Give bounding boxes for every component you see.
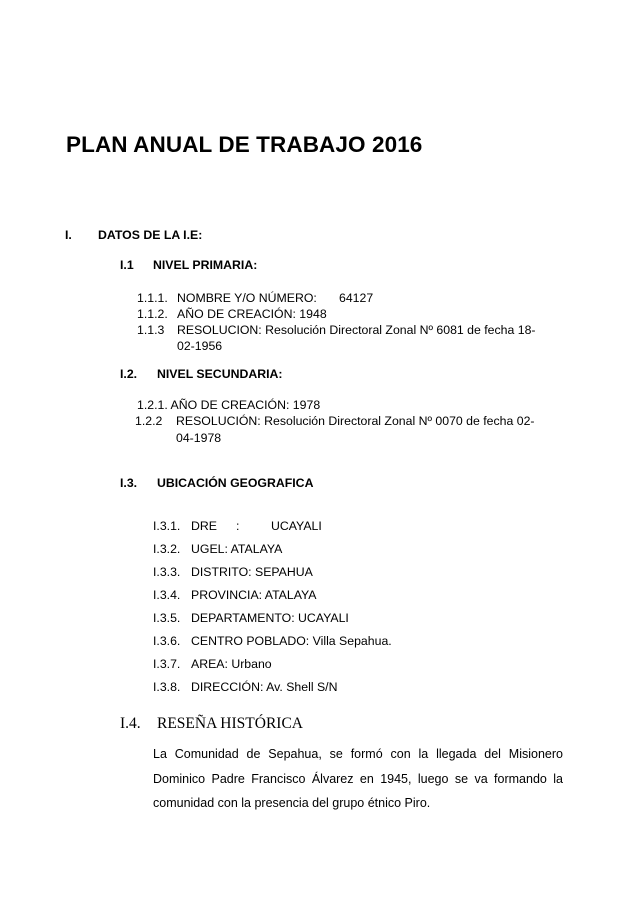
list-item-separator: : xyxy=(236,519,240,533)
list-item-text: NOMBRE Y/O NÚMERO: xyxy=(177,291,317,305)
subsection-number: I.4. xyxy=(120,715,141,732)
list-item-continuation: 04-1978 xyxy=(176,431,222,445)
list-item-number: 1.1.1. xyxy=(137,291,168,305)
subsection-heading: NIVEL PRIMARIA: xyxy=(153,258,258,272)
list-item-text: UGEL: ATALAYA xyxy=(191,542,283,556)
list-item-text: CENTRO POBLADO: Villa Sepahua. xyxy=(191,634,392,648)
list-item-text: RESOLUCIÓN: Resolución Directoral Zonal Nº 0070 de fecha 02- xyxy=(176,414,535,428)
list-item-text: AREA: Urbano xyxy=(191,657,272,671)
list-item-text: 1.2.1. AÑO DE CREACIÓN: 1978 xyxy=(137,398,321,412)
section-heading: DATOS DE LA I.E: xyxy=(98,228,203,242)
list-item-text: DIRECCIÓN: Av. Shell S/N xyxy=(191,680,338,694)
list-item-continuation: 02-1956 xyxy=(177,339,223,353)
list-item-number: I.3.1. xyxy=(153,519,181,533)
list-item-label: DRE xyxy=(191,519,217,533)
subsection-heading: UBICACIÓN GEOGRAFICA xyxy=(157,476,314,490)
list-item-number: 1.1.3 xyxy=(137,323,165,337)
list-item-value: UCAYALI xyxy=(271,519,322,533)
list-item-text: DISTRITO: SEPAHUA xyxy=(191,565,313,579)
list-item-number: 1.1.2. xyxy=(137,307,168,321)
list-item-text: DEPARTAMENTO: UCAYALI xyxy=(191,611,349,625)
section-number: I. xyxy=(65,228,72,242)
subsection-number: I.2. xyxy=(120,367,138,381)
list-item-number: I.3.8. xyxy=(153,680,181,694)
list-item-number: I.3.5. xyxy=(153,611,181,625)
subsection-number: I.1 xyxy=(120,258,134,272)
history-paragraph: La Comunidad de Sepahua, se formó con la llegada del Misionero Dominico Padre Francisco Álvarez en 1945, luego se va formando la comunidad con la presencia del grupo étnico Piro. xyxy=(153,747,563,810)
list-item-text: PROVINCIA: ATALAYA xyxy=(191,588,317,602)
list-item-text: RESOLUCION: Resolución Directoral Zonal Nº 6081 de fecha 18- xyxy=(177,323,536,337)
list-item-number: I.3.4. xyxy=(153,588,181,602)
subsection-number: I.3. xyxy=(120,476,138,490)
subsection-heading: RESEÑA HISTÓRICA xyxy=(157,715,303,732)
list-item-value: 64127 xyxy=(339,291,374,305)
list-item-text: AÑO DE CREACIÓN: 1948 xyxy=(177,307,327,321)
list-item-number: I.3.3. xyxy=(153,565,181,579)
list-item-number: I.3.6. xyxy=(153,634,181,648)
list-item-number: 1.2.2 xyxy=(135,414,163,428)
list-item-number: I.3.2. xyxy=(153,542,181,556)
list-item-number: I.3.7. xyxy=(153,657,181,671)
subsection-heading: NIVEL SECUNDARIA: xyxy=(157,367,283,381)
document-title: PLAN ANUAL DE TRABAJO 2016 xyxy=(66,132,423,157)
